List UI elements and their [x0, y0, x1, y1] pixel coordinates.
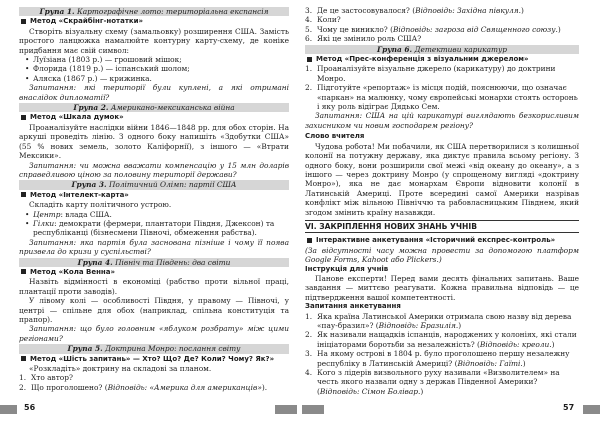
right-page: [305, 6, 579, 416]
list-item: 2. Що проголошено? (Відповідь: «Америка для американців»).: [19, 382, 268, 392]
method-4: Метод «Кола Венна»: [19, 268, 289, 277]
list-item: 1. Проаналізуйте візуальне джерело (карикатуру) до доктрини Монро.: [305, 64, 556, 83]
note: (За відсутності часу можна провести за допомогою платформ Google Forms, Kahoot або Plickers.): [305, 245, 579, 265]
footer-bar: [302, 405, 324, 414]
bullet-square-icon: [307, 238, 312, 243]
group-2-header: Група 2. Американо-мексиканська війна: [19, 103, 289, 112]
survey-heading: Запитання анкетування: [305, 302, 401, 311]
paragraph: Проаналізуйте наслідки війни 1846—1848 рр. для обох сторін. На аркуші проведіть лінію. З одного боку напишіть «Здобутки США» (55 % нових земель, золото Каліфорнії), з іншого — «Втрати Мексики».: [19, 122, 289, 161]
footer-bar: [0, 405, 17, 414]
method-2: Метод «Шкала думок»: [19, 113, 289, 122]
bullet-square-icon: [21, 19, 26, 24]
bullet-square-icon: [21, 115, 26, 120]
footer-bar: [583, 405, 600, 414]
method-interactive: Інтерактивне анкетування «Історичний експрес-контроль»: [305, 236, 579, 245]
list-item: 3. Де це застосовувалося? (Відповідь: Західна півкуля.): [305, 6, 524, 15]
paragraph: «Розкладіть» доктрину на складові за планом.: [29, 364, 212, 374]
bullet-square-icon: [21, 356, 26, 361]
paragraph: Назвіть відмінності в економіці (рабство проти вільної праці, плантації проти заводів).: [19, 277, 289, 296]
paragraph: Створіть візуальну схему (замальовку) розширення США. Замість простого ланцюжка намалюйте контурну карту-схему, де коніке придбання має свій символ:: [19, 26, 289, 55]
question: Запитання: що було головним «яблуком розбрату» між цими регіонами?: [19, 324, 289, 343]
bullet-square-icon: [307, 57, 312, 62]
teacher-word-heading: Слово вчителя: [305, 132, 365, 141]
group-6-header: Група 6. Детективи карикатур: [305, 45, 579, 54]
list-item: 2. Підготуйте «репортаж» із місця подій, пояснюючи, що означає «паркан» на малюнку, чому європейські монархи стоять осторонь і яку роль відіграє Дядько Сем.: [305, 83, 578, 112]
group-1-header: Група 1. Картографічне лото: територіальна експансія: [19, 7, 289, 16]
list-item: • Луїзіана (1803 р.) — грошовий мішок;: [19, 55, 289, 64]
method-1: Метод «Скрайбінг-нотатки»: [19, 17, 289, 26]
question: Запитання: яка партія була заснована пізніше і чому її поява призвела до кризи у суспільстві?: [19, 237, 289, 257]
list-item: • Гілки: демократи (фермери, плантатори Півдня, Джексон) та республіканці (бізнесмени Півночі, обмеження рабства).: [19, 219, 289, 238]
question: Запитання: США на цій карикатурі виглядають безкорисливим захисником чи новим господарем регіону?: [305, 111, 579, 130]
footer-bar: [275, 405, 297, 414]
paragraph: Складіть карту політичного устрою.: [29, 200, 172, 210]
page-number-right: 57: [563, 403, 575, 412]
list-item: 5. Чому це виникло? (Відповідь: загроза від Священного союзу.): [305, 24, 561, 34]
bullet-square-icon: [21, 192, 26, 197]
method-3: Метод «Інтелект-карта»: [19, 191, 289, 200]
list-item: 1. Хто автор?: [19, 373, 73, 383]
method-6: Метод «Прес-конференція з візуальним джерелом»: [305, 55, 579, 64]
question: Запитання: які території були куплені, а які отримані внаслідок дипломатії?: [19, 83, 289, 102]
list-item: • Аляска (1867 р.) — крижинка.: [19, 74, 289, 83]
list-item: 4. Кого з лідерів визвольного руху називали «Визволителем» на честь якого назвали одну з держав Південної Америки? (Відповідь: Сімон Болівар.): [305, 368, 560, 396]
list-item: 3. На якому острові в 1804 р. було проголошено першу незалежну республіку в Латинській Америці? (Відповідь: Гаїті.): [305, 349, 570, 368]
method-5: Метод «Шість запитань» — Хто? Що? Де? Коли? Чому? Як?»: [19, 355, 289, 364]
group-3-header: Група 3. Політичний Олімп: партії США: [19, 180, 289, 189]
group-4-header: Група 4. Північ та Південь: два світи: [19, 258, 289, 267]
left-page: [19, 6, 289, 416]
paragraph: Панове експерти! Перед вами десять фінальних запитань. Ваше завдання — миттєво реагувати. Кожна правильна відповідь — це підтвердження вашої компетентності.: [305, 273, 579, 302]
list-item: 4. Коли?: [305, 15, 341, 25]
page-number-left: 56: [24, 403, 36, 412]
bullet-square-icon: [21, 269, 26, 274]
question: Запитання: чи можна вважати компенсацію у 15 млн доларів справедливою ціною за половину території держави?: [19, 160, 289, 179]
paragraph: У лівому колі — особливості Півдня, у правому — Півночі, у центрі — спільне для обох (наприклад, спільна конституція та прапор).: [19, 296, 289, 324]
list-item: • Центр: влада США.: [19, 210, 289, 219]
list-item: 1. Яка країна Латинської Америки отримала свою назву від дерева «пау-бразил»? (Відповідь: Бразилія.): [305, 311, 572, 330]
list-item: 2. Як називали нащадків іспанців, народжених у колоніях, які стали ініціаторами боротьби за незалежність? (Відповідь: креоли.): [305, 330, 577, 349]
list-item: • Флорида (1819 р.) — іспанський шолом;: [19, 64, 289, 73]
instruction-heading: Інструкція для учнів: [305, 264, 389, 273]
group-5-header: Група 5. Доктрина Монро: послання світу: [19, 344, 289, 353]
list-item: 6. Які це змінило роль США?: [305, 34, 422, 44]
section-heading: VI. ЗАКРІПЛЕННЯ НОВИХ ЗНАНЬ УЧНІВ: [305, 220, 579, 233]
paragraph: Чудова робота! Ми побачили, як США перетворилися з колишньої колонії на потужну державу, яка диктує правила всьому регіону. З одного боку, вони розширили свої межі «від океану до океану», а з іншого — через доктрину Монро (у спрощеному вигляді «доктрину Монро»), яка не дає монархам Європи відновити колонії в Латинській Америці. Проте всередині самої Америки назрівав конфлікт між вільною Північчю та рабовласницьким Півднем, який згодом змінить країну назавжди.: [305, 141, 579, 217]
